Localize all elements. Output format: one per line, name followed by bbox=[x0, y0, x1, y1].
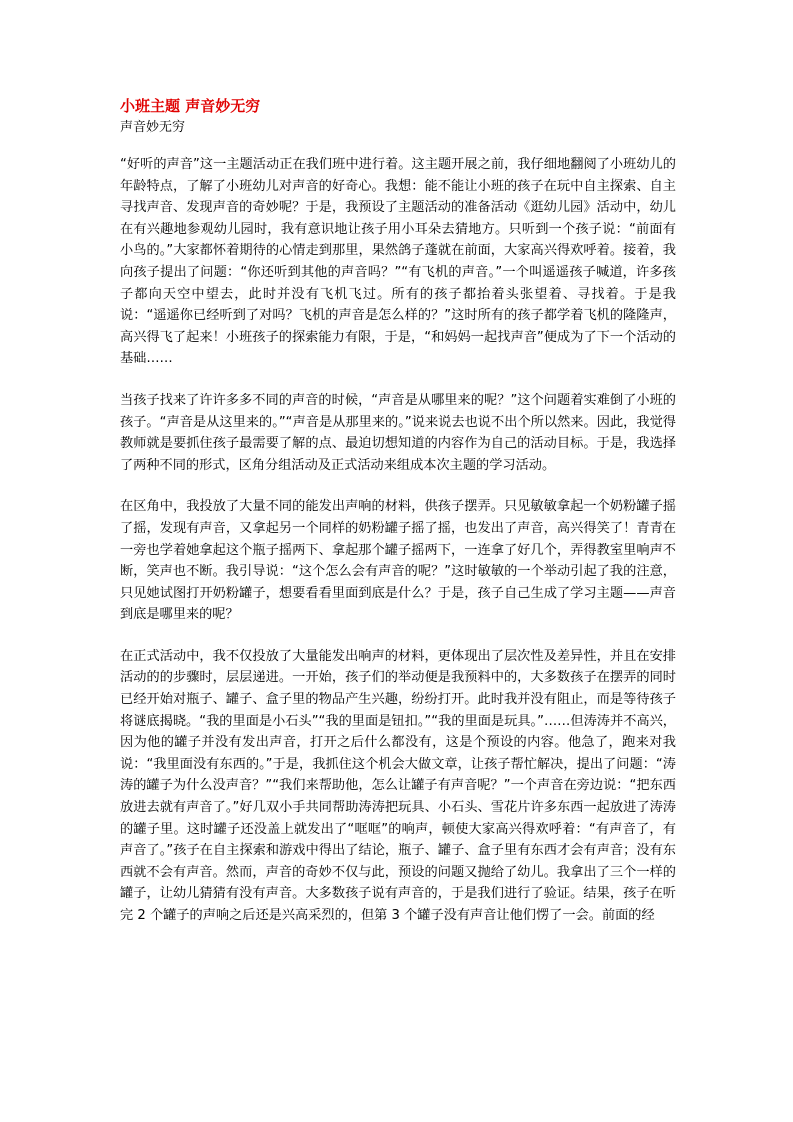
paragraph-3: 在区角中，我投放了大量不同的能发出声响的材料，供孩子摆弄。只见敏敏拿起一个奶粉罐子摇了摇，发现有声音，又拿起另一个同样的奶粉罐子摇了摇，也发出了声音，高兴得笑了！青青在一旁也学着她拿起这个瓶子摇两下、拿起那个罐子摇两下，一连拿了好几个，弄得教室里响声不断，笑声也不断。我引导说：“这个怎么会有声音的呢？”这时敏敏的一个举动引起了我的注意，只见她试图打开奶粉罐子，想要看看里面到底是什么？于是，孩子自己生成了学习主题——声音到底是哪里来的呢？ bbox=[120, 499, 676, 623]
document-subtitle: 声音妙无穷 bbox=[120, 120, 186, 135]
paragraph-2: 当孩子找来了许许多多不同的声音的时候，“声音是从哪里来的呢？”这个问题着实难倒了小班的孩子。“声音是从这里来的。”“声音是从那里来的。”说来说去也说不出个所以然来。因此，我觉得教师就是要抓住孩子最需要了解的点、最迫切想知道的内容作为自己的活动目标。于是，我选择了两种不同的形式，区角分组活动及正式活动来组成本次主题的学习活动。 bbox=[120, 392, 676, 473]
paragraph-1: “好听的声音”这一主题活动正在我们班中进行着。这主题开展之前，我仔细地翻阅了小班幼儿的年龄特点，了解了小班幼儿对声音的好奇心。我想：能不能让小班的孩子在玩中自主探索、自主寻找声音、发现声音的奇妙呢？于是，我预设了主题活动的准备活动《逛幼儿园》活动中，幼儿在有兴趣地参观幼儿园时，我有意识地让孩子用小耳朵去猜地方。只听到一个孩子说：“前面有小鸟的。”大家都怀着期待的心情走到那里，果然鸽子蓬就在前面，大家高兴得欢呼着。接着，我向孩子提出了问题：“你还听到其他的声音吗？”“有飞机的声音。”一个叫遥遥孩子喊道，许多孩子都向天空中望去，此时并没有飞机飞过。所有的孩子都抬着头张望着、寻找着。于是我说：“遥遥你已经听到了对吗？飞机的声音是怎么样的？”这时所有的孩子都学着飞机的隆隆声，高兴得飞了起来！小班孩子的探索能力有限，于是，“和妈妈一起找声音”便成为了下一个活动的基础…… bbox=[120, 157, 676, 367]
paragraph-4: 在正式活动中，我不仅投放了大量能发出响声的材料，更体现出了层次性及差异性，并且在安排活动的的步骤时，层层递进。一开始，孩子们的举动便是我预料中的，大多数孩子在摆弄的同时已经开始对瓶子、罐子、盒子里的物品产生兴趣，纷纷打开。此时我并没有阻止，而是等待孩子将谜底揭晓。“我的里面是小石头”“我的里面是钮扣。”“我的里面是玩具。”……但涛涛并不高兴，因为他的罐子并没有发出声音，打开之后什么都没有，这是个预设的内容。他急了，跑来对我说：“我里面没有东西的。”于是，我抓住这个机会大做文章，让孩子帮忙解决，提出了问题：“涛涛的罐子为什么没声音？”“我们来帮助他，怎么让罐子有声音呢？”一个声音在旁边说：“把东西放进去就有声音了。”好几双小手共同帮助涛涛把玩具、小石头、雪花片许多东西一起放进了涛涛的罐子里。这时罐子还没盖上就发出了“哐哐”的响声，顿使大家高兴得欢呼着：“有声音了，有声音了。”孩子在自主探索和游戏中得出了结论，瓶子、罐子、盒子里有东西才会有声音；没有东西就不会有声音。然而，声音的奇妙不仅与此，预设的问题又抛给了幼儿。我拿出了三个一样的罐子，让幼儿猜猜有没有声音。大多数孩子说有声音的，于是我们进行了验证。结果，孩子在听完 2 个罐子的声响之后还是兴高采烈的，但第 3 个罐子没有声音让他们愣了一会。前面的经 bbox=[120, 648, 676, 923]
document-title: 小班主题 声音妙无穷 bbox=[120, 97, 261, 115]
document-page bbox=[120, 96, 676, 947]
